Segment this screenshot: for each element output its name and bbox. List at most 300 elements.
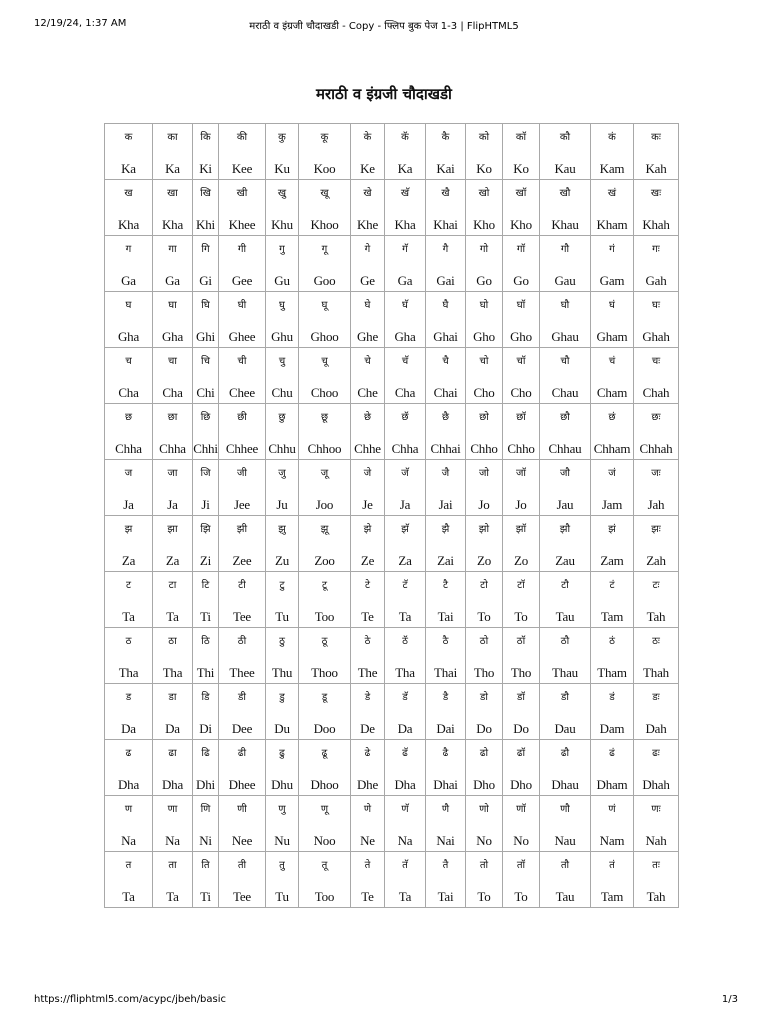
latin-transliteration: Tau xyxy=(555,889,575,904)
devanagari-syllable: खे xyxy=(363,188,372,199)
latin-transliteration: Che xyxy=(357,385,378,400)
devanagari-syllable: णू xyxy=(320,804,329,815)
syllable-cell xyxy=(351,292,385,348)
syllable-cell xyxy=(466,348,503,404)
latin-transliteration: Gu xyxy=(274,273,290,288)
latin-transliteration: Ka xyxy=(165,161,180,176)
syllable-cell xyxy=(634,852,679,908)
devanagari-syllable: ढु xyxy=(279,748,285,759)
devanagari-syllable: छौ xyxy=(560,412,570,423)
latin-transliteration: Zee xyxy=(232,553,252,568)
devanagari-syllable: झॉ xyxy=(515,524,527,535)
latin-transliteration: Kha xyxy=(161,217,184,232)
devanagari-syllable: घु xyxy=(279,300,285,311)
syllable-cell xyxy=(634,684,679,740)
devanagari-syllable: जः xyxy=(651,468,661,479)
devanagari-syllable: घा xyxy=(168,300,177,311)
latin-transliteration: Zo xyxy=(476,553,492,568)
table-row xyxy=(105,404,679,460)
latin-transliteration: Te xyxy=(361,609,374,624)
latin-transliteration: Tah xyxy=(646,609,666,624)
syllable-cell xyxy=(351,124,385,180)
devanagari-syllable: ची xyxy=(237,356,247,367)
syllable-cell xyxy=(153,404,193,460)
latin-transliteration: Ghau xyxy=(551,329,579,344)
latin-transliteration: Ki xyxy=(199,161,212,176)
devanagari-syllable: णि xyxy=(200,804,211,815)
devanagari-syllable: ढि xyxy=(201,748,210,759)
latin-transliteration: Ghah xyxy=(642,329,670,344)
devanagari-syllable: णौ xyxy=(560,804,570,815)
syllable-cell xyxy=(634,236,679,292)
devanagari-syllable: गे xyxy=(364,244,371,255)
latin-transliteration: Nu xyxy=(274,833,290,848)
syllable-cell xyxy=(385,348,426,404)
latin-transliteration: Ti xyxy=(200,609,211,624)
devanagari-syllable: चा xyxy=(168,356,177,367)
devanagari-syllable: च xyxy=(125,356,132,367)
latin-transliteration: Nam xyxy=(599,833,625,848)
devanagari-syllable: कू xyxy=(320,132,329,143)
syllable-cell xyxy=(466,852,503,908)
syllable-cell xyxy=(503,180,540,236)
devanagari-syllable: झु xyxy=(278,524,286,535)
latin-transliteration: Thau xyxy=(552,665,578,680)
syllable-cell xyxy=(503,348,540,404)
syllable-cell xyxy=(466,236,503,292)
latin-transliteration: To xyxy=(514,609,528,624)
devanagari-syllable: झे xyxy=(363,524,372,535)
devanagari-syllable: क xyxy=(124,132,133,143)
devanagari-syllable: णः xyxy=(651,804,661,815)
latin-transliteration: Ghee xyxy=(228,329,256,344)
syllable-cell xyxy=(426,852,466,908)
syllable-cell xyxy=(540,348,591,404)
syllable-cell xyxy=(105,796,153,852)
print-header xyxy=(0,18,768,34)
table-row xyxy=(105,740,679,796)
devanagari-syllable: चॉ xyxy=(516,356,526,367)
latin-transliteration: The xyxy=(357,665,378,680)
devanagari-syllable: ता xyxy=(168,860,177,871)
latin-transliteration: Kai xyxy=(436,161,455,176)
devanagari-syllable: कॅ xyxy=(401,132,409,143)
syllable-cell xyxy=(299,404,351,460)
table-row xyxy=(105,460,679,516)
latin-transliteration: No xyxy=(476,833,492,848)
devanagari-syllable: जु xyxy=(278,468,286,479)
syllable-cell xyxy=(426,404,466,460)
latin-transliteration: Tha xyxy=(395,665,415,680)
syllable-cell xyxy=(540,460,591,516)
syllable-cell xyxy=(591,572,634,628)
latin-transliteration: Chhoo xyxy=(307,441,342,456)
devanagari-syllable: ढू xyxy=(321,748,328,759)
devanagari-syllable: णॅ xyxy=(401,804,409,815)
syllable-cell xyxy=(266,348,299,404)
syllable-cell xyxy=(153,236,193,292)
syllable-cell xyxy=(385,740,426,796)
devanagari-syllable: जा xyxy=(167,468,178,479)
latin-transliteration: Nai xyxy=(436,833,455,848)
devanagari-syllable: ढ xyxy=(125,748,132,759)
syllable-cell xyxy=(503,460,540,516)
latin-transliteration: Jee xyxy=(234,497,250,512)
devanagari-syllable: कॉ xyxy=(515,132,527,143)
devanagari-syllable: को xyxy=(478,132,490,143)
devanagari-syllable: जौ xyxy=(559,468,570,479)
devanagari-syllable: टॉ xyxy=(517,580,525,591)
latin-transliteration: Za xyxy=(121,553,136,568)
devanagari-syllable: चो xyxy=(479,356,489,367)
devanagari-syllable: गु xyxy=(279,244,285,255)
devanagari-syllable: ठं xyxy=(609,636,615,647)
latin-transliteration: Khai xyxy=(433,217,458,232)
syllable-cell xyxy=(503,404,540,460)
devanagari-syllable: घॅ xyxy=(402,300,408,311)
syllable-cell xyxy=(351,180,385,236)
syllable-cell xyxy=(466,404,503,460)
latin-transliteration: Kho xyxy=(473,217,495,232)
syllable-cell xyxy=(193,404,219,460)
syllable-cell xyxy=(591,348,634,404)
syllable-cell xyxy=(634,460,679,516)
latin-transliteration: Chho xyxy=(470,441,498,456)
devanagari-syllable: छे xyxy=(363,412,371,423)
devanagari-syllable: डो xyxy=(480,692,488,703)
latin-transliteration: Jau xyxy=(556,497,574,512)
syllable-cell xyxy=(540,628,591,684)
devanagari-syllable: कौ xyxy=(559,132,571,143)
syllable-cell xyxy=(266,572,299,628)
latin-transliteration: Za xyxy=(165,553,180,568)
latin-transliteration: Ghi xyxy=(196,329,215,344)
devanagari-syllable: खु xyxy=(277,188,287,199)
devanagari-syllable: कः xyxy=(651,132,661,143)
latin-transliteration: Jo xyxy=(515,497,527,512)
syllable-cell xyxy=(266,740,299,796)
latin-transliteration: Ne xyxy=(360,833,375,848)
syllable-cell xyxy=(193,348,219,404)
latin-transliteration: Te xyxy=(361,889,374,904)
syllable-cell xyxy=(153,740,193,796)
syllable-cell xyxy=(351,684,385,740)
syllable-cell xyxy=(466,796,503,852)
devanagari-syllable: गो xyxy=(479,244,489,255)
syllable-cell xyxy=(426,460,466,516)
devanagari-syllable: घॉ xyxy=(516,300,526,311)
latin-transliteration: Gho xyxy=(473,329,495,344)
devanagari-syllable: टि xyxy=(201,580,210,591)
devanagari-syllable: गू xyxy=(321,244,328,255)
latin-transliteration: Zo xyxy=(513,553,529,568)
latin-transliteration: Dhah xyxy=(642,777,670,792)
table-row xyxy=(105,292,679,348)
devanagari-syllable: ढं xyxy=(609,748,615,759)
latin-transliteration: Ga xyxy=(397,273,413,288)
syllable-cell xyxy=(299,236,351,292)
latin-transliteration: Cho xyxy=(510,385,532,400)
devanagari-syllable: ठै xyxy=(442,636,449,647)
syllable-cell xyxy=(540,236,591,292)
latin-transliteration: Gah xyxy=(645,273,667,288)
syllable-cell xyxy=(634,348,679,404)
latin-transliteration: Jai xyxy=(438,497,453,512)
syllable-cell xyxy=(540,124,591,180)
syllable-cell xyxy=(426,740,466,796)
syllable-cell xyxy=(426,796,466,852)
syllable-cell xyxy=(466,180,503,236)
syllable-cell xyxy=(503,628,540,684)
syllable-cell xyxy=(540,292,591,348)
table-row xyxy=(105,516,679,572)
syllable-cell xyxy=(426,180,466,236)
devanagari-syllable: गॉ xyxy=(516,244,526,255)
syllable-cell xyxy=(266,684,299,740)
syllable-cell xyxy=(153,572,193,628)
devanagari-syllable: डं xyxy=(609,692,615,703)
devanagari-syllable: ठॅ xyxy=(402,636,408,647)
devanagari-syllable: डे xyxy=(364,692,371,703)
latin-transliteration: Chee xyxy=(229,385,255,400)
devanagari-syllable: कै xyxy=(441,132,450,143)
syllable-cell xyxy=(219,236,266,292)
syllable-cell xyxy=(385,628,426,684)
latin-transliteration: Na xyxy=(397,833,413,848)
latin-transliteration: Dha xyxy=(161,777,184,792)
devanagari-syllable: गा xyxy=(168,244,177,255)
devanagari-syllable: तं xyxy=(609,860,615,871)
devanagari-syllable: छः xyxy=(651,412,661,423)
syllable-cell xyxy=(299,124,351,180)
devanagari-syllable: कु xyxy=(278,132,286,143)
page-number: 1/3 xyxy=(721,994,738,1005)
devanagari-syllable: ढौ xyxy=(560,748,570,759)
syllable-cell xyxy=(385,852,426,908)
syllable-cell xyxy=(466,516,503,572)
syllable-cell xyxy=(634,124,679,180)
devanagari-syllable: ठी xyxy=(237,636,247,647)
syllable-cell xyxy=(219,852,266,908)
devanagari-syllable: ठो xyxy=(479,636,489,647)
devanagari-syllable: ठू xyxy=(321,636,328,647)
latin-transliteration: Khau xyxy=(551,217,579,232)
latin-transliteration: Tai xyxy=(437,609,454,624)
syllable-cell xyxy=(351,516,385,572)
latin-transliteration: Ta xyxy=(122,609,135,624)
devanagari-syllable: झ xyxy=(124,524,133,535)
latin-transliteration: Nau xyxy=(554,833,576,848)
syllable-cell xyxy=(266,292,299,348)
latin-transliteration: Khu xyxy=(271,217,293,232)
devanagari-syllable: छि xyxy=(200,412,211,423)
latin-transliteration: Dee xyxy=(231,721,253,736)
latin-transliteration: Chhi xyxy=(193,441,218,456)
syllable-cell xyxy=(540,516,591,572)
devanagari-syllable: ठि xyxy=(201,636,210,647)
latin-transliteration: Ko xyxy=(476,161,492,176)
syllable-cell xyxy=(153,292,193,348)
syllable-cell xyxy=(219,124,266,180)
devanagari-syllable: घे xyxy=(364,300,371,311)
syllable-cell xyxy=(105,852,153,908)
syllable-cell xyxy=(219,348,266,404)
devanagari-syllable: ढे xyxy=(364,748,371,759)
syllable-cell xyxy=(351,740,385,796)
latin-transliteration: Chhe xyxy=(354,441,381,456)
table-row xyxy=(105,852,679,908)
latin-transliteration: Cha xyxy=(162,385,183,400)
latin-transliteration: Gee xyxy=(231,273,253,288)
devanagari-syllable: खू xyxy=(320,188,329,199)
syllable-cell xyxy=(266,460,299,516)
syllable-cell xyxy=(299,740,351,796)
latin-transliteration: Ke xyxy=(360,161,375,176)
latin-transliteration: Dai xyxy=(436,721,455,736)
devanagari-syllable: छॉ xyxy=(516,412,526,423)
devanagari-syllable: जं xyxy=(608,468,616,479)
syllable-cell xyxy=(634,628,679,684)
syllable-cell xyxy=(634,740,679,796)
devanagari-syllable: ग xyxy=(125,244,132,255)
syllable-cell xyxy=(219,460,266,516)
table-row xyxy=(105,180,679,236)
devanagari-syllable: ट xyxy=(125,580,132,591)
latin-transliteration: Ja xyxy=(123,497,134,512)
devanagari-syllable: ढो xyxy=(479,748,489,759)
syllable-cell xyxy=(351,404,385,460)
syllable-cell xyxy=(193,180,219,236)
devanagari-syllable: गं xyxy=(609,244,615,255)
devanagari-syllable: गि xyxy=(201,244,210,255)
syllable-cell xyxy=(426,124,466,180)
syllable-cell xyxy=(591,460,634,516)
latin-transliteration: Ju xyxy=(276,497,288,512)
latin-transliteration: Kham xyxy=(596,217,628,232)
latin-transliteration: Gham xyxy=(596,329,628,344)
syllable-cell xyxy=(540,404,591,460)
latin-transliteration: Do xyxy=(476,721,492,736)
syllable-cell xyxy=(634,180,679,236)
devanagari-syllable: छी xyxy=(237,412,247,423)
devanagari-syllable: टे xyxy=(364,580,371,591)
devanagari-syllable: घू xyxy=(321,300,328,311)
syllable-cell xyxy=(634,572,679,628)
latin-transliteration: Chau xyxy=(551,385,579,400)
latin-transliteration: Ga xyxy=(121,273,136,288)
syllable-cell xyxy=(266,236,299,292)
latin-transliteration: Ka xyxy=(121,161,136,176)
devanagari-syllable: णं xyxy=(608,804,616,815)
latin-transliteration: Tu xyxy=(275,889,289,904)
devanagari-syllable: ढी xyxy=(237,748,247,759)
devanagari-syllable: डः xyxy=(652,692,660,703)
latin-transliteration: Jah xyxy=(647,497,665,512)
devanagari-syllable: जो xyxy=(478,468,489,479)
devanagari-syllable: झि xyxy=(200,524,211,535)
devanagari-syllable: घं xyxy=(609,300,615,311)
latin-transliteration: Zam xyxy=(600,553,624,568)
latin-transliteration: Ghe xyxy=(356,329,379,344)
latin-transliteration: Tho xyxy=(510,665,532,680)
devanagari-syllable: डु xyxy=(279,692,285,703)
syllable-cell xyxy=(153,796,193,852)
latin-transliteration: Zoo xyxy=(314,553,335,568)
syllable-cell xyxy=(153,180,193,236)
syllable-cell xyxy=(385,796,426,852)
latin-transliteration: Khah xyxy=(642,217,670,232)
devanagari-syllable: छो xyxy=(479,412,489,423)
syllable-cell xyxy=(193,460,219,516)
devanagari-syllable: तो xyxy=(479,860,489,871)
latin-transliteration: Ta xyxy=(166,889,179,904)
latin-transliteration: Dhee xyxy=(228,777,256,792)
syllable-cell xyxy=(105,740,153,796)
syllable-cell xyxy=(193,516,219,572)
syllable-cell xyxy=(503,684,540,740)
syllable-cell xyxy=(385,180,426,236)
syllable-cell xyxy=(193,684,219,740)
syllable-cell xyxy=(299,348,351,404)
latin-transliteration: Gha xyxy=(394,329,416,344)
table-row xyxy=(105,236,679,292)
syllable-cell xyxy=(503,516,540,572)
devanagari-syllable: ख xyxy=(124,188,133,199)
syllable-cell xyxy=(540,740,591,796)
latin-transliteration: Chhah xyxy=(639,441,673,456)
latin-transliteration: Cho xyxy=(473,385,495,400)
syllable-cell xyxy=(351,572,385,628)
latin-transliteration: Zau xyxy=(555,553,575,568)
devanagari-syllable: ठे xyxy=(364,636,371,647)
syllable-cell xyxy=(219,740,266,796)
chart-title: मराठी व इंग्रजी चौदाखडी xyxy=(316,85,452,103)
latin-transliteration: Na xyxy=(165,833,180,848)
syllable-cell xyxy=(503,572,540,628)
syllable-cell xyxy=(385,404,426,460)
devanagari-syllable: टु xyxy=(279,580,285,591)
devanagari-syllable: गः xyxy=(652,244,660,255)
devanagari-syllable: डै xyxy=(442,692,449,703)
latin-transliteration: Do xyxy=(513,721,529,736)
latin-transliteration: Du xyxy=(274,721,290,736)
devanagari-syllable: टै xyxy=(442,580,449,591)
latin-transliteration: Ku xyxy=(274,161,290,176)
latin-transliteration: Jo xyxy=(478,497,490,512)
syllable-cell xyxy=(540,180,591,236)
devanagari-syllable: चि xyxy=(201,356,210,367)
latin-transliteration: Zu xyxy=(274,553,290,568)
table-row xyxy=(105,684,679,740)
syllable-cell xyxy=(105,460,153,516)
syllable-cell xyxy=(193,740,219,796)
syllable-cell xyxy=(153,124,193,180)
latin-transliteration: Tha xyxy=(118,665,139,680)
latin-transliteration: Gha xyxy=(117,329,140,344)
syllable-cell xyxy=(503,852,540,908)
syllable-cell xyxy=(466,628,503,684)
devanagari-syllable: ड xyxy=(125,692,132,703)
syllable-cell xyxy=(266,180,299,236)
devanagari-syllable: ण xyxy=(124,804,133,815)
latin-transliteration: Dhau xyxy=(551,777,579,792)
devanagari-syllable: के xyxy=(363,132,372,143)
latin-transliteration: Cha xyxy=(394,385,416,400)
syllable-cell xyxy=(266,796,299,852)
latin-transliteration: Cha xyxy=(118,385,139,400)
devanagari-syllable: टू xyxy=(321,580,328,591)
syllable-cell xyxy=(503,124,540,180)
